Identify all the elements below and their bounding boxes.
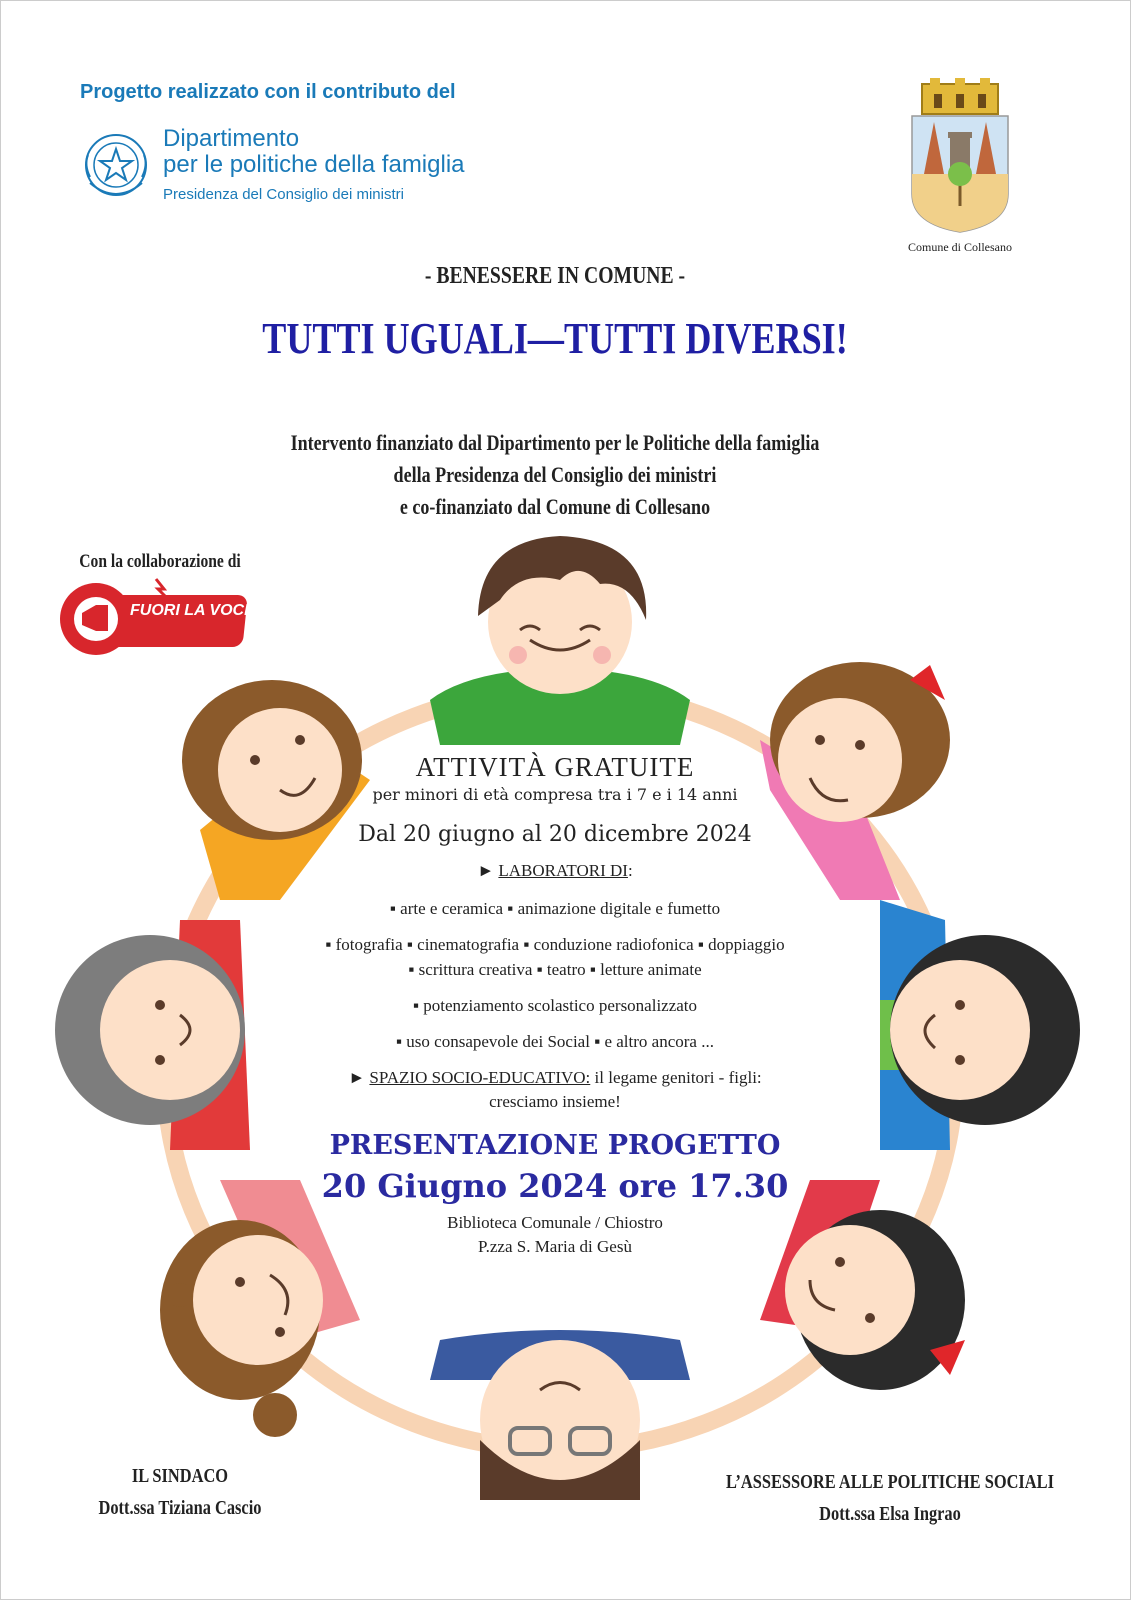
- lab-line-4: ▪ potenziamento scolastico personalizzato: [412, 996, 698, 1015]
- mayor-role: IL SINDACO: [131, 1465, 229, 1487]
- funding-line2: della Presidenza del Consiglio dei ministri: [393, 462, 717, 487]
- comune-caption: Comune di Collesano: [908, 240, 1012, 254]
- arrow-icon: ►: [348, 1068, 366, 1087]
- laboratories-title: LABORATORI DI: [498, 861, 628, 880]
- venue-line2: P.zza S. Maria di Gesù: [478, 1237, 632, 1256]
- lab-line-2: ▪ fotografia ▪ cinematografia ▪ conduzione radiofonica ▪ doppiaggio: [325, 935, 785, 954]
- lab-line-1: ▪ arte e ceramica ▪ animazione digitale e fumetto: [389, 899, 721, 918]
- contribution-text: Progetto realizzato con il contributo del: [80, 81, 456, 103]
- councillor-role: L’ASSESSORE ALLE POLITICHE SOCIALI: [726, 1471, 1054, 1493]
- socio-educational-rest: il legame genitori - figli:: [590, 1068, 762, 1087]
- department-name-line3: Presidenza del Consiglio dei ministri: [163, 186, 404, 203]
- child-right: [880, 900, 1080, 1150]
- signature-right: [690, 1466, 1090, 1530]
- event-kicker: - BENESSERE IN COMUNE -: [424, 263, 686, 289]
- laboratories-colon: :: [627, 861, 633, 880]
- presentation-date: 20 Giugno 2024 ore 17.30: [321, 1167, 789, 1205]
- content-block: [255, 752, 855, 1257]
- lab-line-3: ▪ scrittura creativa ▪ teatro ▪ letture animate: [408, 960, 702, 979]
- mayor-name: Dott.ssa Tiziana Cascio: [98, 1497, 262, 1519]
- lab-line-5: ▪ uso consapevole dei Social ▪ e altro ancora ...: [396, 1032, 714, 1051]
- age-range: per minori di età compresa tra i 7 e i 14 anni: [372, 785, 738, 804]
- activities-heading: ATTIVITÀ GRATUITE: [415, 752, 695, 782]
- funding-line3: e co-finanziato dal Comune di Collesano: [399, 494, 711, 519]
- signature-left: [60, 1460, 300, 1524]
- socio-educational-title: SPAZIO SOCIO-EDUCATIVO:: [369, 1068, 591, 1087]
- socio-educational-line: [255, 1068, 855, 1088]
- child-top: [430, 536, 690, 745]
- councillor-name: Dott.ssa Elsa Ingrao: [819, 1503, 961, 1525]
- venue-line1: Biblioteca Comunale / Chiostro: [447, 1213, 663, 1232]
- event-title: TUTTI UGUALI—TUTTI DIVERSI!: [262, 314, 848, 363]
- socio-educational-line2: cresciamo insieme!: [489, 1092, 621, 1111]
- date-range: Dal 20 giugno al 20 dicembre 2024: [358, 822, 752, 847]
- department-name-line1: Dipartimento: [163, 125, 300, 152]
- arrow-icon: ►: [477, 861, 495, 880]
- presentation-title: PRESENTAZIONE PROGETTO: [329, 1130, 781, 1161]
- collab-logo-text: FUORI LA VOCE!: [130, 602, 261, 619]
- child-left: [55, 920, 250, 1150]
- department-name-line2: per le politiche della famiglia: [163, 151, 465, 178]
- funding-line1: Intervento finanziato dal Dipartimento per le Politiche della famiglia: [290, 430, 820, 455]
- child-bottom: [430, 1330, 690, 1500]
- laboratories-heading: [255, 861, 855, 881]
- collab-label: Con la collaborazione di: [79, 551, 241, 572]
